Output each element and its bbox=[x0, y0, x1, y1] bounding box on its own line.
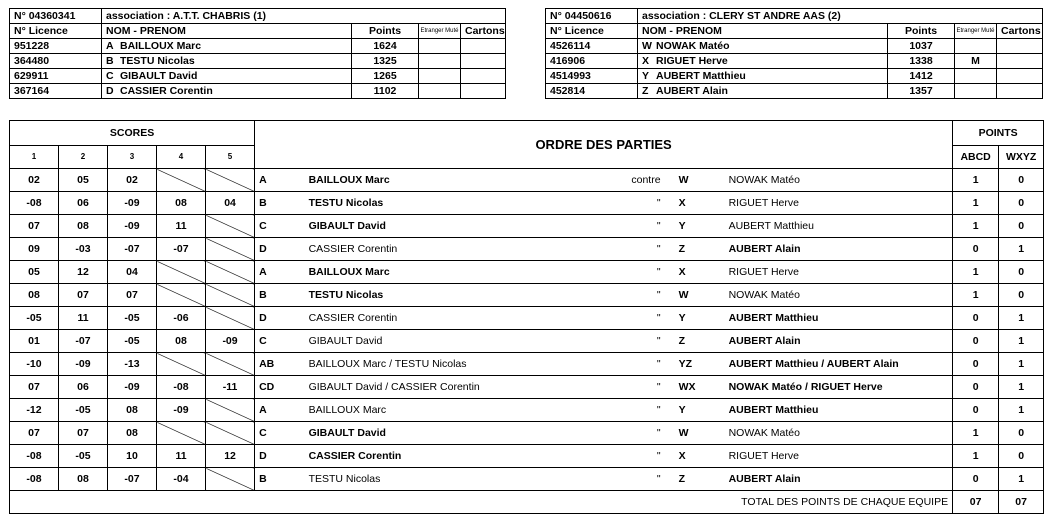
total-wxyz: 07 bbox=[999, 491, 1044, 514]
points-abcd: 0 bbox=[953, 468, 999, 491]
letter-2: X bbox=[675, 192, 725, 215]
match-header-row bbox=[10, 121, 1044, 146]
total-label: TOTAL DES POINTS DE CHAQUE EQUIPE bbox=[10, 491, 953, 514]
player-letter: W bbox=[642, 40, 652, 52]
set-score: 08 bbox=[157, 192, 206, 215]
set-score bbox=[206, 307, 255, 330]
player-foreign bbox=[419, 84, 461, 99]
player-row bbox=[10, 69, 506, 84]
player-1: TESTU Nicolas bbox=[305, 284, 575, 307]
letter-1: C bbox=[255, 422, 305, 445]
match-row bbox=[10, 330, 1044, 353]
set-number-2: 2 bbox=[59, 146, 108, 169]
set-score: -07 bbox=[108, 468, 157, 491]
player-2: AUBERT Matthieu bbox=[725, 399, 953, 422]
set-score bbox=[206, 422, 255, 445]
points-abcd: 1 bbox=[953, 445, 999, 468]
team-a-cards-header: Cartons bbox=[461, 24, 506, 39]
player-name-cell bbox=[638, 84, 888, 99]
set-score: -07 bbox=[59, 330, 108, 353]
player-1: BAILLOUX Marc bbox=[305, 399, 575, 422]
player-licence: 4526114 bbox=[546, 39, 638, 54]
set-score: 01 bbox=[10, 330, 59, 353]
set-score bbox=[206, 468, 255, 491]
player-letter: C bbox=[106, 70, 114, 82]
set-number-5: 5 bbox=[206, 146, 255, 169]
points-abcd: 1 bbox=[953, 169, 999, 192]
letter-2: X bbox=[675, 261, 725, 284]
player-1: GIBAULT David bbox=[305, 422, 575, 445]
team-a-number: N° 04360341 bbox=[10, 9, 102, 24]
versus: " bbox=[575, 284, 675, 307]
player-row bbox=[10, 84, 506, 99]
letter-1: B bbox=[255, 468, 305, 491]
player-cards bbox=[461, 84, 506, 99]
versus: " bbox=[575, 192, 675, 215]
letter-2: W bbox=[675, 169, 725, 192]
points-abcd: 1 bbox=[953, 215, 999, 238]
letter-2: X bbox=[675, 445, 725, 468]
team-b-table bbox=[545, 8, 1043, 99]
player-1: CASSIER Corentin bbox=[305, 445, 575, 468]
set-score: -09 bbox=[108, 376, 157, 399]
player-licence: 416906 bbox=[546, 54, 638, 69]
player-row bbox=[10, 39, 506, 54]
set-score: -05 bbox=[59, 445, 108, 468]
set-score: 07 bbox=[10, 422, 59, 445]
set-score bbox=[157, 422, 206, 445]
set-score: 12 bbox=[206, 445, 255, 468]
set-score: -09 bbox=[206, 330, 255, 353]
match-row bbox=[10, 261, 1044, 284]
player-points: 1037 bbox=[888, 39, 955, 54]
player-row bbox=[546, 39, 1043, 54]
player-points: 1265 bbox=[352, 69, 419, 84]
total-abcd: 07 bbox=[953, 491, 999, 514]
player-name: TESTU Nicolas bbox=[120, 55, 195, 67]
team-a-points-header: Points bbox=[352, 24, 419, 39]
player-licence: 452814 bbox=[546, 84, 638, 99]
set-score: 07 bbox=[59, 422, 108, 445]
letter-1: D bbox=[255, 238, 305, 261]
points-abcd: 0 bbox=[953, 376, 999, 399]
letter-1: AB bbox=[255, 353, 305, 376]
points-wxyz: 0 bbox=[999, 284, 1044, 307]
player-letter: A bbox=[106, 40, 114, 52]
player-licence: 4514993 bbox=[546, 69, 638, 84]
set-score bbox=[157, 261, 206, 284]
versus: " bbox=[575, 445, 675, 468]
points-abcd: 0 bbox=[953, 238, 999, 261]
player-name-cell bbox=[638, 69, 888, 84]
match-row bbox=[10, 238, 1044, 261]
player-points: 1624 bbox=[352, 39, 419, 54]
letter-2: YZ bbox=[675, 353, 725, 376]
player-cards bbox=[997, 39, 1043, 54]
versus: " bbox=[575, 307, 675, 330]
player-licence: 367164 bbox=[10, 84, 102, 99]
letter-1: C bbox=[255, 215, 305, 238]
player-name-cell bbox=[638, 39, 888, 54]
player-foreign bbox=[955, 69, 997, 84]
match-row bbox=[10, 192, 1044, 215]
player-2: RIGUET Herve bbox=[725, 192, 953, 215]
set-number-1: 1 bbox=[10, 146, 59, 169]
versus: " bbox=[575, 215, 675, 238]
set-score: 10 bbox=[108, 445, 157, 468]
points-wxyz: 0 bbox=[999, 192, 1044, 215]
player-foreign bbox=[419, 39, 461, 54]
letter-2: W bbox=[675, 422, 725, 445]
player-cards bbox=[997, 84, 1043, 99]
match-row bbox=[10, 422, 1044, 445]
match-row bbox=[10, 353, 1044, 376]
letter-2: WX bbox=[675, 376, 725, 399]
set-score: -05 bbox=[59, 399, 108, 422]
set-score: -12 bbox=[10, 399, 59, 422]
team-b-title-row bbox=[546, 9, 1043, 24]
points-abcd: 0 bbox=[953, 330, 999, 353]
player-letter: X bbox=[642, 55, 650, 67]
set-score: 08 bbox=[10, 284, 59, 307]
set-score: 08 bbox=[108, 422, 157, 445]
set-score: 05 bbox=[59, 169, 108, 192]
scores-title: SCORES bbox=[10, 121, 255, 146]
points-wxyz: 1 bbox=[999, 376, 1044, 399]
points-wxyz: 0 bbox=[999, 261, 1044, 284]
team-b-association: association : CLERY ST ANDRE AAS (2) bbox=[638, 9, 1043, 24]
letter-1: A bbox=[255, 169, 305, 192]
team-b-number: N° 04450616 bbox=[546, 9, 638, 24]
set-score bbox=[206, 261, 255, 284]
player-cards bbox=[461, 54, 506, 69]
points-abcd: 1 bbox=[953, 192, 999, 215]
player-letter: B bbox=[106, 55, 114, 67]
player-1: GIBAULT David bbox=[305, 215, 575, 238]
points-wxyz: 1 bbox=[999, 238, 1044, 261]
set-score: -08 bbox=[10, 468, 59, 491]
set-score: -05 bbox=[108, 330, 157, 353]
set-score bbox=[206, 169, 255, 192]
player-points: 1357 bbox=[888, 84, 955, 99]
player-cards bbox=[997, 69, 1043, 84]
player-2: AUBERT Matthieu / AUBERT Alain bbox=[725, 353, 953, 376]
points-abcd: 1 bbox=[953, 422, 999, 445]
match-row bbox=[10, 169, 1044, 192]
player-name: GIBAULT David bbox=[120, 70, 198, 82]
team-a-association: association : A.T.T. CHABRIS (1) bbox=[102, 9, 506, 24]
player-row bbox=[546, 84, 1043, 99]
player-name: AUBERT Alain bbox=[656, 85, 728, 97]
team-b-body bbox=[546, 9, 1043, 99]
points-wxyz: 0 bbox=[999, 422, 1044, 445]
player-points: 1325 bbox=[352, 54, 419, 69]
set-score: 07 bbox=[10, 215, 59, 238]
player-name-cell bbox=[102, 54, 352, 69]
set-score bbox=[157, 284, 206, 307]
player-cards bbox=[461, 69, 506, 84]
set-score: 04 bbox=[206, 192, 255, 215]
set-score: 07 bbox=[10, 376, 59, 399]
versus: " bbox=[575, 422, 675, 445]
set-score: -07 bbox=[108, 238, 157, 261]
player-2: NOWAK Matéo bbox=[725, 284, 953, 307]
set-score bbox=[206, 215, 255, 238]
letter-2: Z bbox=[675, 330, 725, 353]
set-score: 02 bbox=[10, 169, 59, 192]
player-2: AUBERT Matthieu bbox=[725, 215, 953, 238]
points-wxyz: 0 bbox=[999, 445, 1044, 468]
team-b-foreign-header: Etranger Muté bbox=[955, 24, 997, 39]
set-score: -10 bbox=[10, 353, 59, 376]
match-row bbox=[10, 399, 1044, 422]
set-score: 12 bbox=[59, 261, 108, 284]
player-2: AUBERT Alain bbox=[725, 330, 953, 353]
set-score: 06 bbox=[59, 192, 108, 215]
set-number-3: 3 bbox=[108, 146, 157, 169]
versus: " bbox=[575, 399, 675, 422]
points-wxyz: 1 bbox=[999, 330, 1044, 353]
points-wxyz: 0 bbox=[999, 169, 1044, 192]
player-1: CASSIER Corentin bbox=[305, 307, 575, 330]
letter-2: Z bbox=[675, 468, 725, 491]
player-1: TESTU Nicolas bbox=[305, 192, 575, 215]
match-row bbox=[10, 215, 1044, 238]
match-row bbox=[10, 468, 1044, 491]
wxyz-header: WXYZ bbox=[999, 146, 1044, 169]
player-row bbox=[546, 54, 1043, 69]
set-score: -03 bbox=[59, 238, 108, 261]
player-2: AUBERT Alain bbox=[725, 468, 953, 491]
player-row bbox=[546, 69, 1043, 84]
points-abcd: 0 bbox=[953, 399, 999, 422]
set-score: -13 bbox=[108, 353, 157, 376]
versus: " bbox=[575, 261, 675, 284]
team-b-name-header: NOM - PRENOM bbox=[638, 24, 888, 39]
set-score: 07 bbox=[108, 284, 157, 307]
player-2: AUBERT Alain bbox=[725, 238, 953, 261]
player-2: NOWAK Matéo bbox=[725, 169, 953, 192]
letter-1: A bbox=[255, 261, 305, 284]
player-letter: Y bbox=[642, 70, 650, 82]
versus: " bbox=[575, 468, 675, 491]
team-a-name-header: NOM - PRENOM bbox=[102, 24, 352, 39]
player-foreign bbox=[419, 69, 461, 84]
player-licence: 364480 bbox=[10, 54, 102, 69]
letter-1: B bbox=[255, 192, 305, 215]
match-row bbox=[10, 445, 1044, 468]
player-name-cell bbox=[638, 54, 888, 69]
total-row bbox=[10, 491, 1044, 514]
set-score: 07 bbox=[59, 284, 108, 307]
player-foreign bbox=[955, 84, 997, 99]
player-name: CASSIER Corentin bbox=[120, 85, 213, 97]
team-a-licence-header: N° Licence bbox=[10, 24, 102, 39]
versus: " bbox=[575, 330, 675, 353]
versus: contre bbox=[575, 169, 675, 192]
set-score: -09 bbox=[108, 215, 157, 238]
set-score: -08 bbox=[157, 376, 206, 399]
team-a-foreign-header: Etranger Muté bbox=[419, 24, 461, 39]
player-2: RIGUET Herve bbox=[725, 445, 953, 468]
set-number-4: 4 bbox=[157, 146, 206, 169]
player-2: RIGUET Herve bbox=[725, 261, 953, 284]
set-score: 08 bbox=[157, 330, 206, 353]
set-score bbox=[206, 399, 255, 422]
points-wxyz: 0 bbox=[999, 215, 1044, 238]
set-score: 02 bbox=[108, 169, 157, 192]
match-row bbox=[10, 284, 1044, 307]
letter-1: C bbox=[255, 330, 305, 353]
letter-1: D bbox=[255, 307, 305, 330]
player-name-cell bbox=[102, 84, 352, 99]
letter-2: Y bbox=[675, 307, 725, 330]
match-row bbox=[10, 307, 1044, 330]
team-a-table bbox=[9, 8, 506, 99]
abcd-header: ABCD bbox=[953, 146, 999, 169]
team-a-header-row bbox=[10, 24, 506, 39]
player-2: NOWAK Matéo / RIGUET Herve bbox=[725, 376, 953, 399]
team-a-body bbox=[10, 9, 506, 99]
set-score: -08 bbox=[10, 192, 59, 215]
player-name: AUBERT Matthieu bbox=[656, 70, 746, 82]
set-score: -05 bbox=[10, 307, 59, 330]
set-score bbox=[206, 284, 255, 307]
set-score: 05 bbox=[10, 261, 59, 284]
points-abcd: 0 bbox=[953, 307, 999, 330]
set-score: 08 bbox=[108, 399, 157, 422]
player-points: 1412 bbox=[888, 69, 955, 84]
player-name: BAILLOUX Marc bbox=[120, 40, 202, 52]
set-score: -09 bbox=[59, 353, 108, 376]
player-1: BAILLOUX Marc bbox=[305, 169, 575, 192]
set-score bbox=[157, 169, 206, 192]
set-score: 11 bbox=[157, 445, 206, 468]
versus: " bbox=[575, 353, 675, 376]
set-score: 06 bbox=[59, 376, 108, 399]
player-1: TESTU Nicolas bbox=[305, 468, 575, 491]
player-points: 1102 bbox=[352, 84, 419, 99]
points-wxyz: 1 bbox=[999, 353, 1044, 376]
set-score: 08 bbox=[59, 468, 108, 491]
set-score: 11 bbox=[59, 307, 108, 330]
match-table-body bbox=[10, 121, 1044, 514]
points-wxyz: 1 bbox=[999, 399, 1044, 422]
set-score: 11 bbox=[157, 215, 206, 238]
points-abcd: 1 bbox=[953, 261, 999, 284]
set-score: -05 bbox=[108, 307, 157, 330]
player-licence: 951228 bbox=[10, 39, 102, 54]
team-b-points-header: Points bbox=[888, 24, 955, 39]
player-letter: D bbox=[106, 85, 114, 97]
letter-1: B bbox=[255, 284, 305, 307]
set-score: -09 bbox=[108, 192, 157, 215]
player-1: CASSIER Corentin bbox=[305, 238, 575, 261]
set-score: 04 bbox=[108, 261, 157, 284]
player-1: BAILLOUX Marc / TESTU Nicolas bbox=[305, 353, 575, 376]
player-points: 1338 bbox=[888, 54, 955, 69]
set-score bbox=[157, 353, 206, 376]
player-2: NOWAK Matéo bbox=[725, 422, 953, 445]
player-name: NOWAK Matéo bbox=[656, 40, 730, 52]
set-score: -09 bbox=[157, 399, 206, 422]
set-score: 08 bbox=[59, 215, 108, 238]
letter-2: Y bbox=[675, 215, 725, 238]
match-row bbox=[10, 376, 1044, 399]
team-b-cards-header: Cartons bbox=[997, 24, 1043, 39]
letter-2: W bbox=[675, 284, 725, 307]
set-score: -07 bbox=[157, 238, 206, 261]
player-foreign bbox=[955, 39, 997, 54]
match-table bbox=[9, 120, 1044, 514]
player-cards bbox=[461, 39, 506, 54]
player-letter: Z bbox=[642, 85, 649, 97]
letter-1: CD bbox=[255, 376, 305, 399]
player-cards bbox=[997, 54, 1043, 69]
versus: " bbox=[575, 238, 675, 261]
set-score: -11 bbox=[206, 376, 255, 399]
points-title: POINTS bbox=[953, 121, 1044, 146]
set-score bbox=[206, 353, 255, 376]
team-b-header-row bbox=[546, 24, 1043, 39]
player-name: RIGUET Herve bbox=[656, 55, 728, 67]
player-row bbox=[10, 54, 506, 69]
points-abcd: 1 bbox=[953, 284, 999, 307]
order-title: ORDRE DES PARTIES bbox=[255, 121, 953, 169]
player-1: GIBAULT David bbox=[305, 330, 575, 353]
player-2: AUBERT Matthieu bbox=[725, 307, 953, 330]
player-foreign: M bbox=[955, 54, 997, 69]
versus: " bbox=[575, 376, 675, 399]
set-score: -08 bbox=[10, 445, 59, 468]
set-score: -04 bbox=[157, 468, 206, 491]
letter-1: A bbox=[255, 399, 305, 422]
letter-2: Y bbox=[675, 399, 725, 422]
points-wxyz: 1 bbox=[999, 468, 1044, 491]
set-score: 09 bbox=[10, 238, 59, 261]
team-b-licence-header: N° Licence bbox=[546, 24, 638, 39]
set-score bbox=[206, 238, 255, 261]
player-foreign bbox=[419, 54, 461, 69]
letter-2: Z bbox=[675, 238, 725, 261]
player-name-cell bbox=[102, 69, 352, 84]
points-wxyz: 1 bbox=[999, 307, 1044, 330]
points-abcd: 0 bbox=[953, 353, 999, 376]
letter-1: D bbox=[255, 445, 305, 468]
player-1: BAILLOUX Marc bbox=[305, 261, 575, 284]
player-1: GIBAULT David / CASSIER Corentin bbox=[305, 376, 575, 399]
player-licence: 629911 bbox=[10, 69, 102, 84]
player-name-cell bbox=[102, 39, 352, 54]
team-a-title-row bbox=[10, 9, 506, 24]
set-score: -06 bbox=[157, 307, 206, 330]
